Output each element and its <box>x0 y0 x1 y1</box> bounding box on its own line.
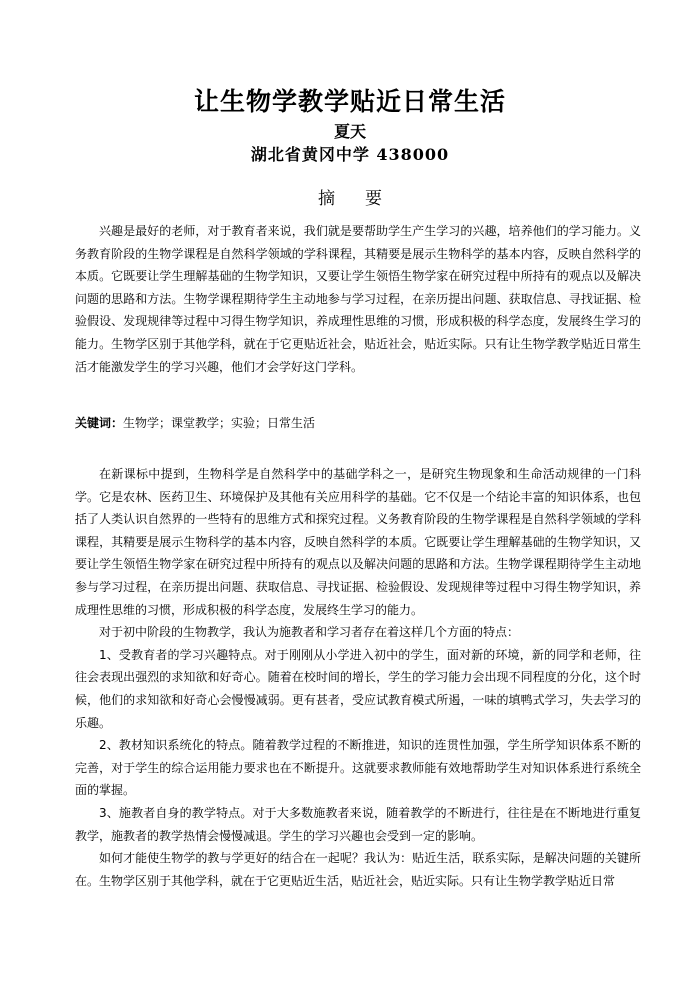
body-paragraph-5: 3、施教者自身的教学特点。对于大多数施教者来说，随着教学的不断进行，往往是在不断地进行重复教学，施教者的教学热情会慢慢减退。学生的学习兴趣也会受到一定的影响。 <box>75 805 641 843</box>
body-paragraph-1: 在新课标中提到，生物科学是自然科学中的基础学科之一，是研究生物现象和生命活动规律的一门科学。它是农林、医药卫生、环境保护及其他有关应用科学的基础。它不仅是一个结论丰富的知识体系，也包括了人类认识自然界的一些特有的思维方式和探究过程。义务教育阶段的生物学课程是自然科学领域的学科课程，其精要是展示生物科学的基本内容，反映自然科学的本质。它既要让学生理解基础的生物学知识，又要让学生领悟生物学家在研究过程中所持有的观点以及解决问题的思路和方法。生物学课程期待学生主动地参与学习过程，在亲历提出问题、获取信息、寻找证据、检验假设、发现规律等过程中习得生物学知识，养成理性思维的习惯，形成积极的科学态度，发展终生学习的能力。 <box>75 467 641 617</box>
body-paragraph-3: 1、受教育者的学习兴趣特点。对于刚刚从小学进入初中的学生，面对新的环境，新的同学和老师，往往会表现出强烈的求知欲和好奇心。随着在校时间的增长，学生的学习能力会出现不同程度的分化，这个时候，他们的求知欲和好奇心会慢慢减弱。更有甚者，受应试教育模式所遏，一味的填鸭式学习，失去学习的乐趣。 <box>75 647 641 730</box>
keywords-line <box>75 412 641 434</box>
body-paragraph-6: 如何才能使生物学的教与学更好的结合在一起呢？我认为：贴近生活，联系实际，是解决问题的关键所在。生物学区别于其他学科，就在于它更贴近生活，贴近社会，贴近实际。只有让生物学教学贴近日常 <box>75 851 641 888</box>
keywords-label: 关键词： <box>75 416 124 430</box>
main-body <box>75 463 641 892</box>
keywords-value: 生物学；课堂教学；实验；日常生活 <box>123 416 316 430</box>
author-affiliation: 湖北省黄冈中学 438000 <box>250 145 450 164</box>
author-name: 夏天 <box>333 122 366 141</box>
document-title: 让生物学教学贴近日常生活 <box>193 87 506 116</box>
abstract-body <box>75 220 641 378</box>
abstract-paragraph: 兴趣是最好的老师，对于教育者来说，我们就是要帮助学生产生学习的兴趣，培养他们的学习能力。义务教育阶段的生物学课程是自然科学领域的学科课程，其精要是展示生物科学的基本内容，反映自然科学的本质。它既要让学生理解基础的生物学知识，又要让学生领悟生物学家在研究过程中所持有的观点以及解决问题的思路和方法。生物学课程期待学生主动地参与学习过程，在亲历提出问题、获取信息、寻找证据、检验假设、发现规律等过程中习得生物学知识，养成理性思维的习惯，形成积极的科学态度，发展终生学习的能力。生物学区别于其他学科，就在于它更贴近社会，贴近社会，贴近实际。只有让生物学教学贴近日常生活才能激发学生的学习兴趣，他们才会学好这门学科。 <box>75 224 641 374</box>
abstract-heading: 摘要 <box>318 189 412 209</box>
body-paragraph-2: 对于初中阶段的生物教学，我认为施教者和学习者存在着这样几个方面的特点： <box>99 625 520 640</box>
body-paragraph-4: 2、教材知识系统化的特点。随着教学过程的不断推进，知识的连贯性加强，学生所学知识体系不断的完善，对于学生的综合运用能力要求也在不断提升。这就要求教师能有效地帮助学生对知识体系进行系统全面的掌握。 <box>75 738 641 798</box>
